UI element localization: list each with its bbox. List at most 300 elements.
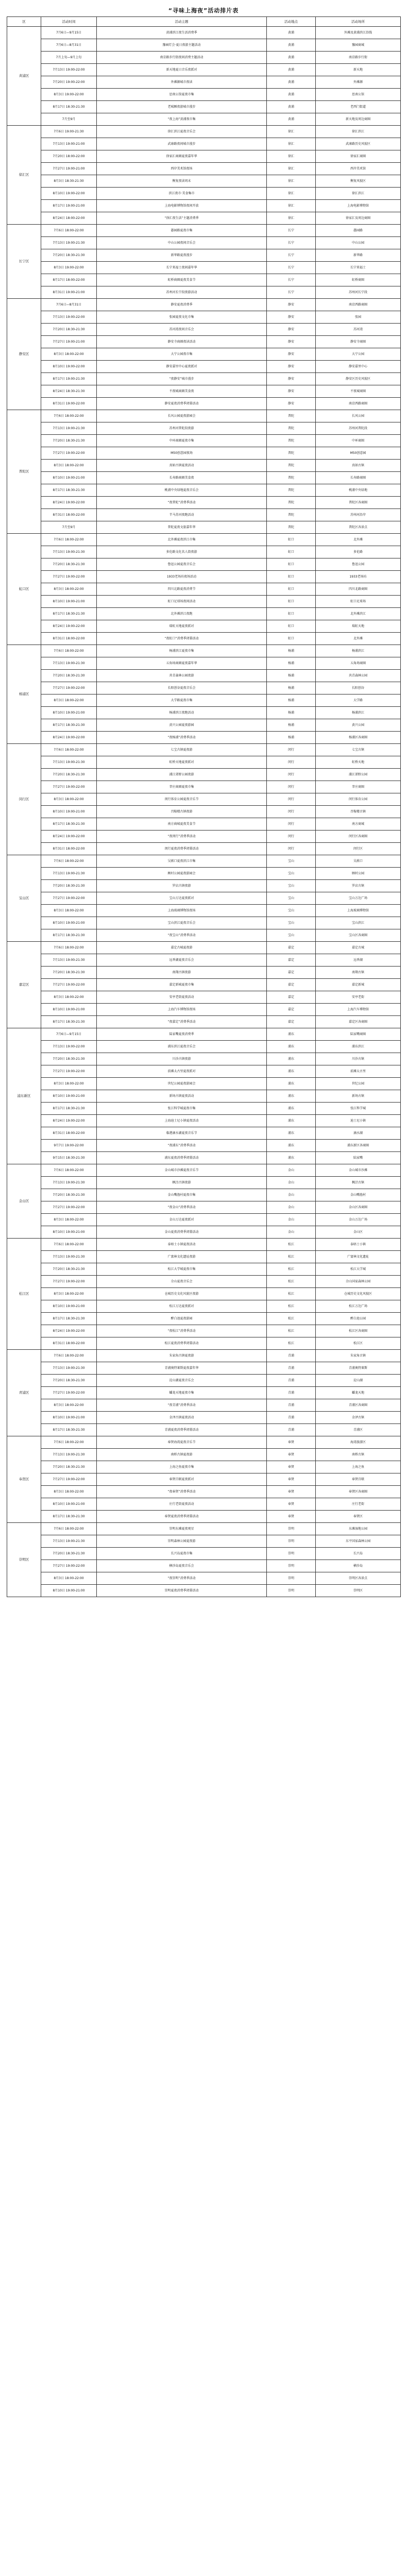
- theme-cell: 上海迪士尼小镇夏夜活动: [97, 1115, 267, 1127]
- theme-cell: 普陀夏夜文旅嘉年华: [97, 521, 267, 534]
- table-row: [7, 1523, 401, 1535]
- theme-cell: “夜普陀”消费季活动: [97, 497, 267, 509]
- table-row: [7, 1140, 401, 1152]
- table-row: [7, 336, 401, 348]
- venue-cell: 思南公馆: [316, 89, 401, 101]
- venue-cell: 徐汇滨江: [316, 126, 401, 138]
- column-header: 活动地点: [267, 17, 316, 27]
- theme-cell: 七宝古镇夏夜游: [97, 744, 267, 756]
- venue-cell: 东平国家森林公园: [316, 1535, 401, 1548]
- theme-cell: 大学路夏夜市集: [97, 694, 267, 707]
- time-cell: 7月20日 18:30-21:30: [41, 1461, 97, 1473]
- table-row: [7, 1065, 401, 1078]
- location-cell: 徐汇: [267, 150, 316, 163]
- venue-cell: 宝山万达广场: [316, 892, 401, 905]
- location-cell: 黄浦: [267, 76, 316, 89]
- time-cell: 8月3日 18:00-22:00: [41, 905, 97, 917]
- table-row: [7, 942, 401, 954]
- theme-cell: 金山万达夏夜派对: [97, 1214, 267, 1226]
- table-row: [7, 1412, 401, 1424]
- location-cell: 浦东: [267, 1065, 316, 1078]
- theme-cell: 徐汇滨江夏夜音乐会: [97, 126, 267, 138]
- venue-cell: 闵行区各商圈: [316, 831, 401, 843]
- location-cell: 静安: [267, 373, 316, 385]
- location-cell: 松江: [267, 1313, 316, 1325]
- table-row: [7, 27, 401, 39]
- theme-cell: 淀山湖夏夜音乐会: [97, 1375, 267, 1387]
- time-cell: 8月10日 19:00-21:00: [41, 1004, 97, 1016]
- theme-cell: 真如古镇夏夜活动: [97, 460, 267, 472]
- venue-cell: 南翔古镇: [316, 967, 401, 979]
- table-row: [7, 1300, 401, 1313]
- theme-cell: 大宁公园夜市集: [97, 348, 267, 361]
- table-row: [7, 163, 401, 175]
- location-cell: 杨浦: [267, 732, 316, 744]
- table-row: [7, 1498, 401, 1511]
- time-cell: 7月至9月: [41, 521, 97, 534]
- table-row: [7, 1164, 401, 1177]
- table-row: [7, 422, 401, 435]
- time-cell: 8月24日 18:30-21:30: [41, 385, 97, 398]
- theme-cell: 南桥古镇夏夜游: [97, 1449, 267, 1461]
- location-cell: 宝山: [267, 905, 316, 917]
- venue-cell: 金山嘴渔村: [316, 1189, 401, 1201]
- theme-cell: “夜虹口”消费季闭幕活动: [97, 633, 267, 645]
- location-cell: 奉贤: [267, 1449, 316, 1461]
- venue-cell: 西岸美术馆: [316, 163, 401, 175]
- table-row: [7, 744, 401, 756]
- district-cell: 虹口区: [7, 534, 41, 645]
- table-row: [7, 225, 401, 237]
- theme-cell: 张园夏夜文化市集: [97, 311, 267, 324]
- venue-cell: 安亭老街: [316, 991, 401, 1004]
- theme-cell: 徐家汇商圈夏夜嘉年华: [97, 150, 267, 163]
- time-cell: 7月27日 19:00-22:00: [41, 1201, 97, 1214]
- table-row: [7, 583, 401, 596]
- time-cell: 8月24日 19:00-22:00: [41, 1325, 97, 1337]
- location-cell: 黄浦: [267, 113, 316, 126]
- location-cell: 浦东: [267, 1115, 316, 1127]
- location-cell: 杨浦: [267, 694, 316, 707]
- table-row: [7, 558, 401, 571]
- location-cell: 嘉定: [267, 979, 316, 991]
- time-cell: 7月13日 19:00-21:30: [41, 422, 97, 435]
- time-cell: 8月31日 19:00-21:00: [41, 286, 97, 299]
- location-cell: 闵行: [267, 744, 316, 756]
- time-cell: 7月27日 19:00-22:00: [41, 571, 97, 583]
- time-cell: 8月3日 18:00-22:00: [41, 460, 97, 472]
- table-row: [7, 880, 401, 892]
- table-row: [7, 398, 401, 410]
- table-row: [7, 868, 401, 880]
- theme-cell: “夜杨浦”消费季活动: [97, 732, 267, 744]
- location-cell: 静安: [267, 311, 316, 324]
- venue-cell: 苏州河沿岸: [316, 509, 401, 521]
- theme-cell: 奉贤夏夜消费季闭幕活动: [97, 1511, 267, 1523]
- venue-cell: 桃浦中央绿地: [316, 484, 401, 497]
- venue-cell: 杨浦滨江: [316, 645, 401, 657]
- time-cell: 9月7日 19:00-22:00: [41, 1140, 97, 1152]
- theme-cell: 松江夏夜消费季闭幕活动: [97, 1337, 267, 1350]
- table-row: [7, 348, 401, 361]
- venue-cell: 虹桥商圈: [316, 274, 401, 286]
- time-cell: 8月3日 18:00-22:00: [41, 1399, 97, 1412]
- time-cell: 7月6日—9月15日: [41, 27, 97, 39]
- location-cell: 杨浦: [267, 719, 316, 732]
- location-cell: 松江: [267, 1239, 316, 1251]
- venue-cell: 杨浦区各商圈: [316, 732, 401, 744]
- time-cell: 8月3日 18:00-22:00: [41, 1486, 97, 1498]
- time-cell: 8月10日 19:00-21:00: [41, 596, 97, 608]
- table-row: [7, 756, 401, 769]
- venue-cell: 东滩湿地公园: [316, 1523, 401, 1535]
- theme-cell: 罗店古镇夜游: [97, 880, 267, 892]
- table-row: [7, 435, 401, 447]
- venue-cell: 虹口足球场: [316, 596, 401, 608]
- time-cell: 7月6日 18:00-22:00: [41, 1523, 97, 1535]
- time-cell: 7月20日 18:30-21:30: [41, 1548, 97, 1560]
- time-cell: 8月31日 18:00-22:00: [41, 509, 97, 521]
- venue-cell: 青浦区: [316, 1424, 401, 1436]
- time-cell: 8月3日 19:00-22:00: [41, 89, 97, 101]
- location-cell: 崇明: [267, 1572, 316, 1585]
- venue-cell: 佘山国家森林公园: [316, 1276, 401, 1288]
- location-cell: 静安: [267, 398, 316, 410]
- table-row: [7, 1041, 401, 1053]
- theme-cell: 虹桥商圈夏夜美食节: [97, 274, 267, 286]
- theme-cell: 杨浦滨江夏夜市集: [97, 645, 267, 657]
- table-row: [7, 905, 401, 917]
- venue-cell: 静安寺商圈: [316, 336, 401, 348]
- district-cell: 浦东新区: [7, 1028, 41, 1164]
- location-cell: 浦东: [267, 1053, 316, 1065]
- table-row: [7, 1337, 401, 1350]
- location-cell: 嘉定: [267, 954, 316, 967]
- location-cell: 徐汇: [267, 138, 316, 150]
- venue-cell: 中环商圈: [316, 435, 401, 447]
- theme-cell: 不夜城商圈美食夜: [97, 385, 267, 398]
- venue-cell: 徐汇滨江: [316, 188, 401, 200]
- table-row: [7, 1103, 401, 1115]
- venue-cell: 罗店古镇: [316, 880, 401, 892]
- venue-cell: 南京西路商圈: [316, 398, 401, 410]
- time-cell: 7月20日 18:30-21:30: [41, 1375, 97, 1387]
- theme-cell: 多伦路文化名人街夜游: [97, 546, 267, 558]
- time-cell: 7月20日 19:00-22:00: [41, 76, 97, 89]
- table-row: [7, 1511, 401, 1523]
- time-cell: 7月20日 18:30-21:30: [41, 880, 97, 892]
- location-cell: 金山: [267, 1226, 316, 1239]
- venue-cell: 杨浦滨江: [316, 707, 401, 719]
- venue-cell: 徐家汇及周边商圈: [316, 212, 401, 225]
- location-cell: 嘉定: [267, 967, 316, 979]
- time-cell: 8月10日 19:00-21:00: [41, 1300, 97, 1313]
- venue-cell: 醉白池公园: [316, 1313, 401, 1325]
- theme-cell: 静安夏夜消费季闭幕活动: [97, 398, 267, 410]
- venue-cell: 新天地及周边商圈: [316, 113, 401, 126]
- venue-cell: 崇明区: [316, 1585, 401, 1597]
- table-row: [7, 521, 401, 534]
- table-row: [7, 1449, 401, 1461]
- location-cell: 奉贤: [267, 1511, 316, 1523]
- theme-cell: 嘉定古城夏夜游: [97, 942, 267, 954]
- table-row: [7, 1090, 401, 1103]
- table-row: [7, 1424, 401, 1436]
- location-cell: 静安: [267, 385, 316, 398]
- theme-cell: 崇明森林公园夏夜游: [97, 1535, 267, 1548]
- theme-cell: 杨浦滨江夜跑活动: [97, 707, 267, 719]
- theme-cell: 五角场商圈夏夜嘉年华: [97, 657, 267, 670]
- venue-cell: 青浦区各商圈: [316, 1399, 401, 1412]
- venue-cell: 嘉定新城: [316, 979, 401, 991]
- venue-cell: 黄兴公园: [316, 719, 401, 732]
- theme-cell: 静安夏夜消费季: [97, 299, 267, 311]
- district-cell: 青浦区: [7, 1350, 41, 1436]
- location-cell: 闵行: [267, 769, 316, 781]
- table-row: [7, 596, 401, 608]
- venue-cell: 宝山滨江: [316, 917, 401, 929]
- table-row: [7, 175, 401, 188]
- theme-cell: 上海玻璃博物馆夜场: [97, 905, 267, 917]
- venue-cell: 松江大学城: [316, 1263, 401, 1276]
- venue-cell: 七宝古镇: [316, 744, 401, 756]
- time-cell: 7月6日 18:00-22:00: [41, 534, 97, 546]
- venue-cell: 世纪公园: [316, 1078, 401, 1090]
- venue-cell: 崇明区各景点: [316, 1572, 401, 1585]
- theme-cell: 召稼楼古镇夜游: [97, 806, 267, 818]
- location-cell: 普陀: [267, 472, 316, 484]
- location-cell: 黄浦: [267, 101, 316, 113]
- theme-cell: 桃浦中央绿地夏夜音乐会: [97, 484, 267, 497]
- time-cell: 8月17日 18:30-21:30: [41, 101, 97, 113]
- table-row: [7, 781, 401, 793]
- venue-cell: 奉贤百联: [316, 1473, 401, 1486]
- theme-cell: 枫泾古镇夜游: [97, 1177, 267, 1189]
- venue-cell: 1933老场坊: [316, 571, 401, 583]
- venue-cell: 滴水湖: [316, 1127, 401, 1140]
- venue-cell: 广富林文化遗址: [316, 1251, 401, 1263]
- table-row: [7, 929, 401, 942]
- venue-cell: 长宁来福士: [316, 262, 401, 274]
- table-row: [7, 1560, 401, 1572]
- table-row: [7, 1226, 401, 1239]
- venue-cell: 外滩源: [316, 76, 401, 89]
- theme-cell: 新天地夏日音乐夜派对: [97, 64, 267, 76]
- venue-cell: 不夜城商圈: [316, 385, 401, 398]
- theme-cell: 广富林文化遗址夜游: [97, 1251, 267, 1263]
- location-cell: 松江: [267, 1288, 316, 1300]
- theme-cell: 苏州河普陀段夜游: [97, 422, 267, 435]
- location-cell: 虹口: [267, 583, 316, 596]
- theme-cell: 长寿路商圈美食夜: [97, 472, 267, 484]
- schedule-table: [7, 16, 401, 1597]
- table-row: [7, 138, 401, 150]
- venue-cell: 北外滩: [316, 534, 401, 546]
- time-cell: 8月10日 19:00-21:00: [41, 1226, 97, 1239]
- table-row: [7, 1350, 401, 1362]
- venue-cell: 老西门街道: [316, 101, 401, 113]
- time-cell: 7月6日 18:00-22:00: [41, 410, 97, 422]
- location-cell: 徐汇: [267, 212, 316, 225]
- table-row: [7, 769, 401, 781]
- time-cell: 8月24日 19:00-22:00: [41, 732, 97, 744]
- location-cell: 静安: [267, 348, 316, 361]
- table-row: [7, 1325, 401, 1337]
- table-row: [7, 620, 401, 633]
- location-cell: 虹口: [267, 620, 316, 633]
- venue-cell: 张江科学城: [316, 1103, 401, 1115]
- location-cell: 奉贤: [267, 1486, 316, 1498]
- theme-cell: 中山公园夜间音乐会: [97, 237, 267, 249]
- table-row: [7, 1276, 401, 1288]
- time-cell: 7月27日 19:00-22:00: [41, 979, 97, 991]
- time-cell: 7月27日 19:00-22:00: [41, 447, 97, 460]
- location-cell: 静安: [267, 361, 316, 373]
- venue-cell: 共青森林公园: [316, 670, 401, 682]
- time-cell: 8月10日 19:00-21:00: [41, 917, 97, 929]
- location-cell: 嘉定: [267, 1004, 316, 1016]
- theme-cell: 虹口足球场夜间活动: [97, 596, 267, 608]
- theme-cell: 长风公园夏夜游园会: [97, 410, 267, 422]
- time-cell: 7月6日 18:00-22:00: [41, 1239, 97, 1251]
- table-row: [7, 682, 401, 694]
- table-row: [7, 509, 401, 521]
- location-cell: 崇明: [267, 1523, 316, 1535]
- theme-cell: 嘉定新城夏夜市集: [97, 979, 267, 991]
- venue-cell: 南方商城: [316, 818, 401, 831]
- time-cell: 8月3日 18:00-22:00: [41, 1288, 97, 1300]
- venue-cell: 浦东滨江: [316, 1041, 401, 1053]
- time-cell: 7月6日 18:00-22:00: [41, 942, 97, 954]
- time-cell: 7月6日 19:00-21:30: [41, 126, 97, 138]
- location-cell: 普陀: [267, 422, 316, 435]
- time-cell: 7月13日 19:00-21:30: [41, 546, 97, 558]
- time-cell: 8月17日 18:30-21:30: [41, 929, 97, 942]
- venue-cell: 大学路: [316, 694, 401, 707]
- theme-cell: 新华路夏夜漫步: [97, 249, 267, 262]
- venue-cell: 泰晤士小镇: [316, 1239, 401, 1251]
- time-cell: 8月17日 18:30-21:30: [41, 1424, 97, 1436]
- time-cell: 8月17日 18:30-21:30: [41, 608, 97, 620]
- theme-cell: 金山嘴渔村夏夜市集: [97, 1189, 267, 1201]
- location-cell: 浦东: [267, 1140, 316, 1152]
- venue-cell: 南桥古镇: [316, 1449, 401, 1461]
- table-row: [7, 1375, 401, 1387]
- time-cell: 8月24日 19:00-22:00: [41, 831, 97, 843]
- theme-cell: 松江万达夏夜派对: [97, 1300, 267, 1313]
- theme-cell: 横沙岛夏夜音乐会: [97, 1560, 267, 1572]
- district-cell: 嘉定区: [7, 942, 41, 1028]
- venue-cell: 淀山湖: [316, 1375, 401, 1387]
- table-row: [7, 484, 401, 497]
- theme-cell: 闵行体育公园夏夜音乐节: [97, 793, 267, 806]
- time-cell: 8月10日 19:00-21:00: [41, 707, 97, 719]
- theme-cell: 北外滩滨江夜跑: [97, 608, 267, 620]
- table-body: [7, 27, 401, 1597]
- time-cell: 8月31日 18:00-22:00: [41, 1337, 97, 1350]
- location-cell: 嘉定: [267, 942, 316, 954]
- location-cell: 长宁: [267, 286, 316, 299]
- location-cell: 黄浦: [267, 64, 316, 76]
- venue-cell: 奉贤区: [316, 1511, 401, 1523]
- venue-cell: 四川北路商圈: [316, 583, 401, 596]
- district-cell: 宝山区: [7, 855, 41, 942]
- venue-cell: 长兴岛: [316, 1548, 401, 1560]
- theme-cell: 仓城历史文化风貌区夜游: [97, 1288, 267, 1300]
- table-row: [7, 447, 401, 460]
- table-row: [7, 1461, 401, 1473]
- time-cell: 7月13日 19:00-22:00: [41, 311, 97, 324]
- location-cell: 普陀: [267, 497, 316, 509]
- location-cell: 静安: [267, 299, 316, 311]
- theme-cell: 临港滴水湖夏夜音乐节: [97, 1127, 267, 1140]
- time-cell: 7月6日 18:00-22:00: [41, 855, 97, 868]
- location-cell: 普陀: [267, 447, 316, 460]
- location-cell: 嘉定: [267, 991, 316, 1004]
- table-row: [7, 719, 401, 732]
- time-cell: 8月10日 19:00-21:00: [41, 1090, 97, 1103]
- table-row: [7, 64, 401, 76]
- venue-cell: 朱家角古镇: [316, 1350, 401, 1362]
- theme-cell: 金山夏夜消费季闭幕活动: [97, 1226, 267, 1239]
- table-row: [7, 200, 401, 212]
- venue-cell: 宝山区各商圈: [316, 929, 401, 942]
- theme-cell: 上海之鱼夏夜市集: [97, 1461, 267, 1473]
- table-row: [7, 670, 401, 682]
- table-row: [7, 52, 401, 64]
- time-cell: 7月6日 18:00-22:00: [41, 1350, 97, 1362]
- time-cell: 7月20日 18:30-21:30: [41, 1053, 97, 1065]
- venue-cell: 金山万达广场: [316, 1214, 401, 1226]
- table-row: [7, 1486, 401, 1498]
- district-cell: 闵行区: [7, 744, 41, 855]
- venue-cell: 浦东新区各商圈: [316, 1140, 401, 1152]
- location-cell: 杨浦: [267, 682, 316, 694]
- location-cell: 青浦: [267, 1424, 316, 1436]
- table-row: [7, 633, 401, 645]
- location-cell: 虹口: [267, 608, 316, 620]
- theme-cell: 世纪公园夏夜游园会: [97, 1078, 267, 1090]
- venue-cell: 仓城历史文化风貌区: [316, 1288, 401, 1300]
- table-row: [7, 126, 401, 138]
- district-cell: 徐汇区: [7, 126, 41, 225]
- venue-cell: 南京西路商圈: [316, 299, 401, 311]
- time-cell: 8月17日 18:30-21:30: [41, 1511, 97, 1523]
- table-row: [7, 188, 401, 200]
- venue-cell: 中山公园: [316, 237, 401, 249]
- time-cell: 8月31日 18:00-22:00: [41, 843, 97, 855]
- venue-cell: 海湾旅游区: [316, 1436, 401, 1449]
- location-cell: 松江: [267, 1337, 316, 1350]
- time-cell: 8月10日 19:00-22:00: [41, 361, 97, 373]
- theme-cell: 前滩太古里夏夜派对: [97, 1065, 267, 1078]
- theme-cell: 四川北路夏夜消费节: [97, 583, 267, 596]
- time-cell: 7月27日 19:00-22:00: [41, 781, 97, 793]
- location-cell: 徐汇: [267, 175, 316, 188]
- venue-cell: 嘉定区各商圈: [316, 1016, 401, 1028]
- time-cell: 7月13日 19:00-22:00: [41, 64, 97, 76]
- location-cell: 奉贤: [267, 1461, 316, 1473]
- time-cell: 8月3日 18:00-22:00: [41, 583, 97, 596]
- time-cell: 7月20日 18:30-21:30: [41, 558, 97, 571]
- venue-cell: 陆家嘴: [316, 1152, 401, 1164]
- table-row: [7, 1177, 401, 1189]
- location-cell: 长宁: [267, 262, 316, 274]
- theme-cell: 苏河湾夜间音乐会: [97, 324, 267, 336]
- location-cell: 青浦: [267, 1362, 316, 1375]
- theme-cell: 豫园灯会·夏日夜游主题活动: [97, 39, 267, 52]
- theme-cell: 蟠龙天地夏夜市集: [97, 1387, 267, 1399]
